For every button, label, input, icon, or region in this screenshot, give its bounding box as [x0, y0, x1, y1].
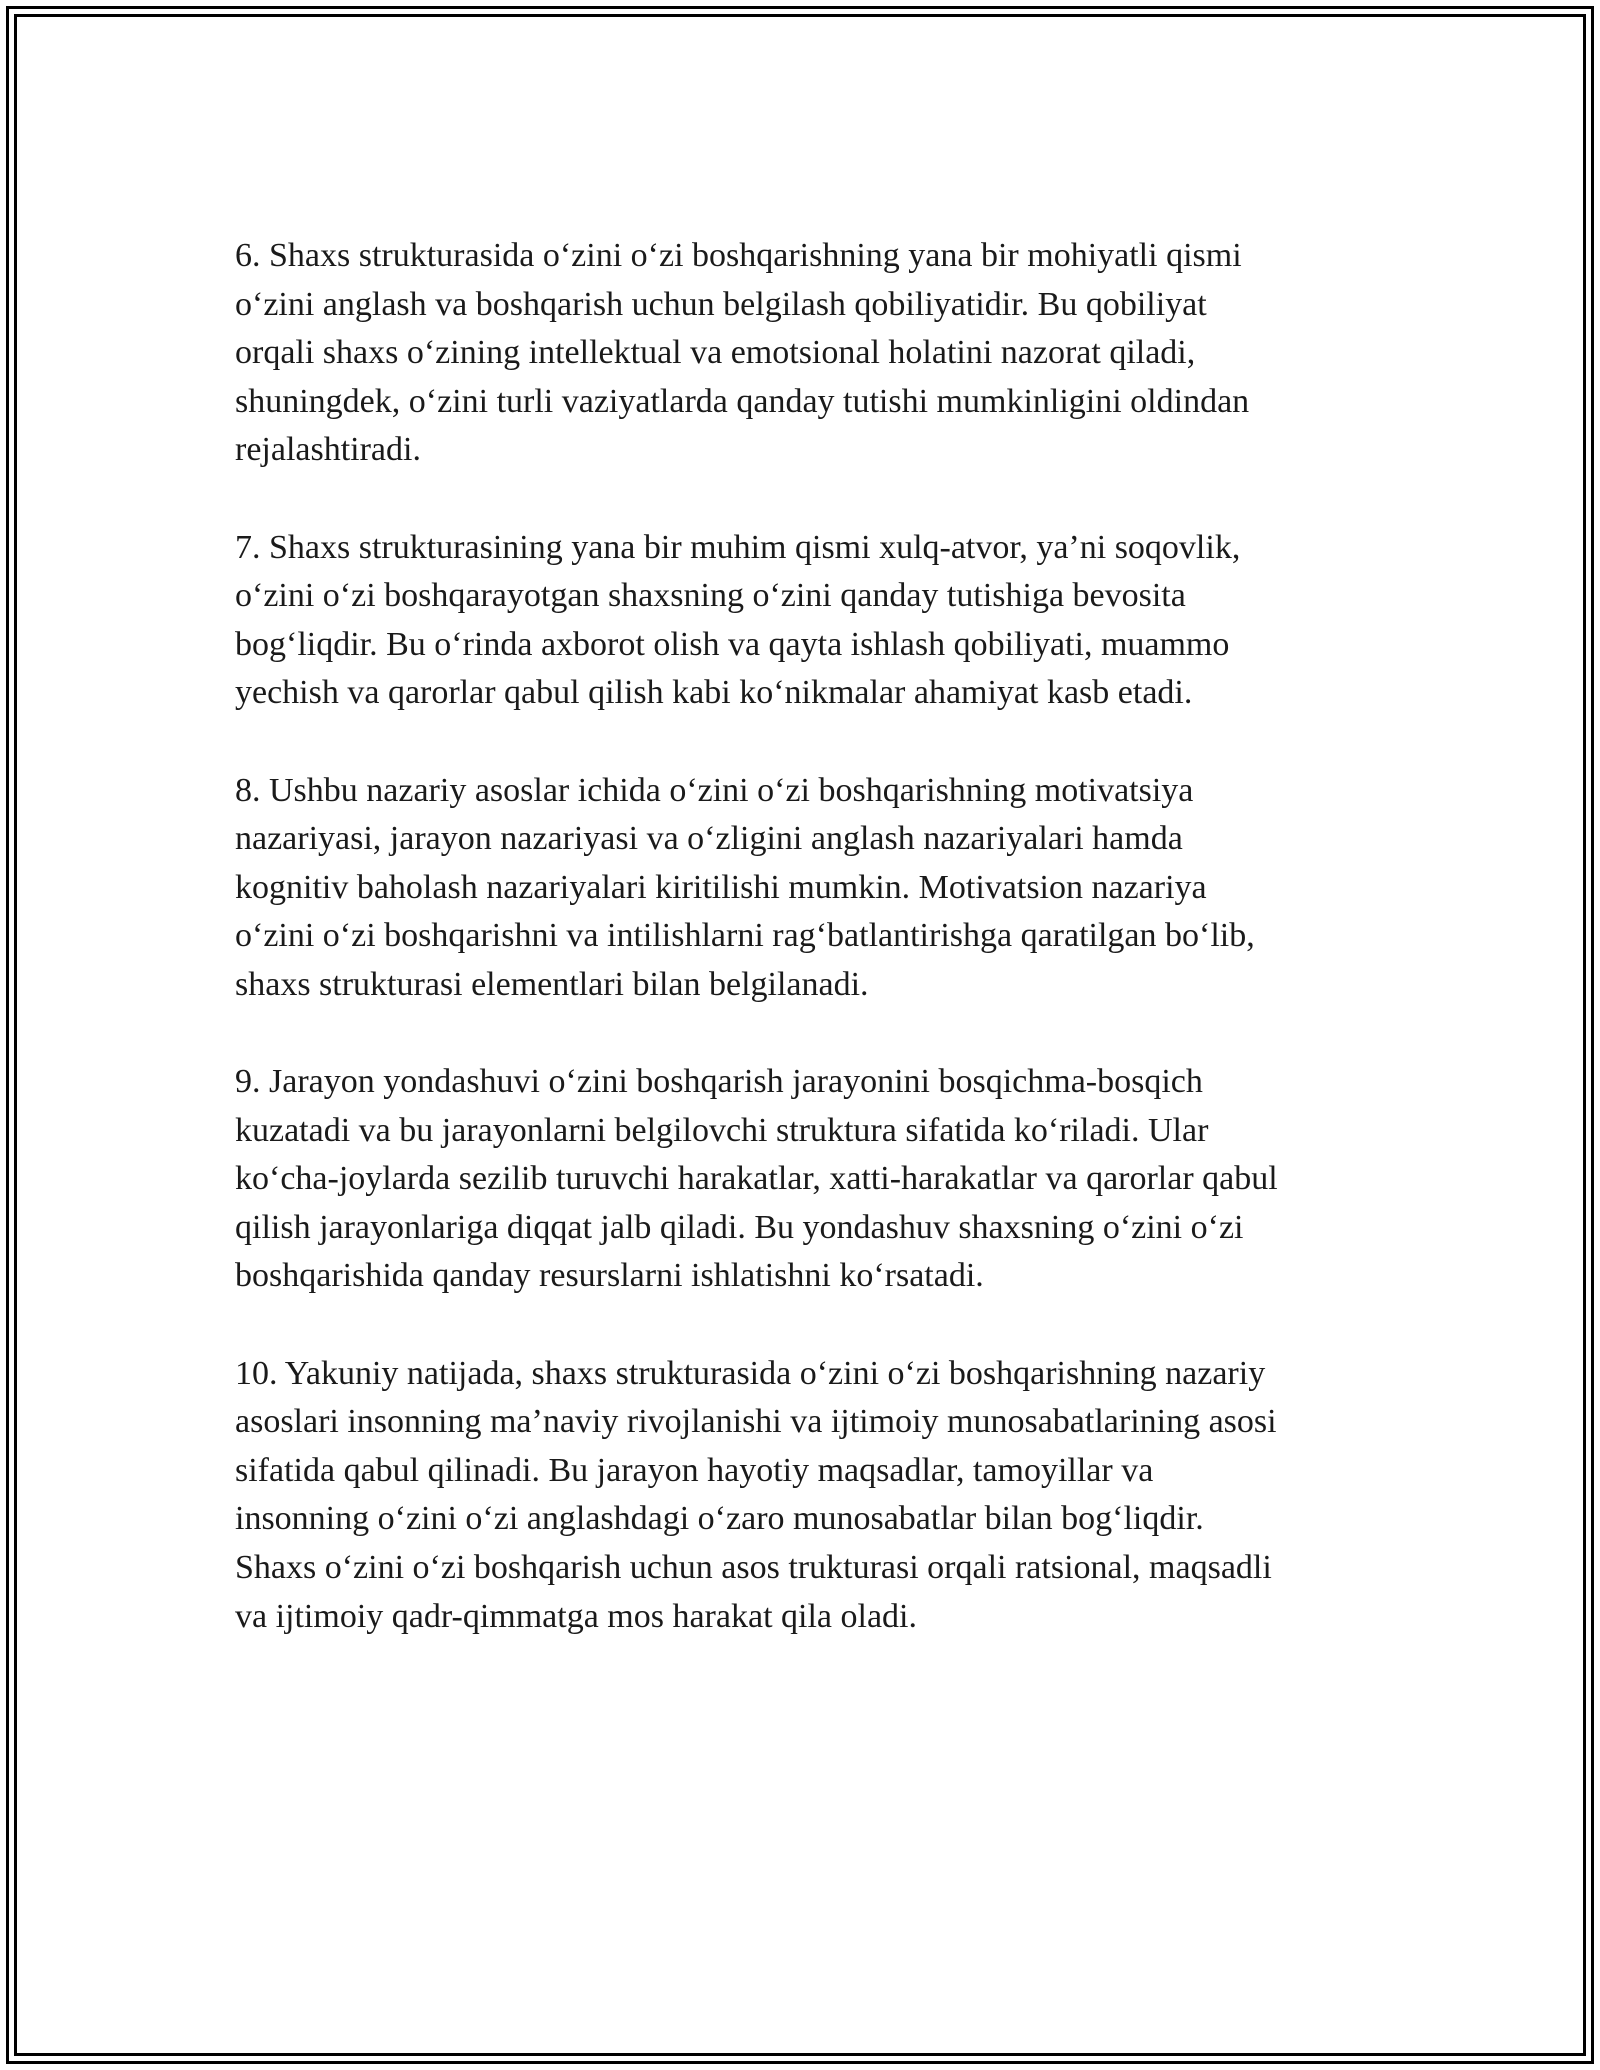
text-line: Shaxs o‘zini o‘zi boshqarish uchun asos trukturasi orqali ratsional, maqsadli: [235, 1549, 1272, 1587]
paragraph-6: [235, 232, 1385, 475]
text-line: 10. Yakuniy natijada, shaxs strukturasida o‘zini o‘zi boshqarishning nazariy: [235, 1354, 1266, 1392]
text-line: shaxs strukturasi elementlari bilan belgilanadi.: [235, 965, 869, 1003]
text-line: sifatida qabul qilinadi. Bu jarayon hayotiy maqsadlar, tamoyillar va: [235, 1451, 1154, 1489]
paragraph-9: [235, 1058, 1385, 1301]
text-line: qilish jarayonlariga diqqat jalb qiladi. Bu yondashuv shaxsning o‘zini o‘zi: [235, 1208, 1244, 1246]
text-line: ko‘cha-joylarda sezilib turuvchi harakatlar, xatti-harakatlar va qarorlar qabul: [235, 1160, 1278, 1198]
text-line: asoslari insonning ma’naviy rivojlanishi va ijtimoiy munosabatlarining asosi: [235, 1403, 1277, 1441]
paragraph-10: [235, 1350, 1385, 1642]
text-line: o‘zini o‘zi boshqarishni va intilishlarni rag‘batlantirishga qaratilgan bo‘lib,: [235, 917, 1255, 955]
text-line: kuzatadi va bu jarayonlarni belgilovchi struktura sifatida ko‘riladi. Ular: [235, 1111, 1209, 1149]
text-line: orqali shaxs o‘zining intellektual va emotsional holatini nazorat qiladi,: [235, 334, 1196, 372]
text-line: kognitiv baholash nazariyalari kiritilishi mumkin. Motivatsion nazariya: [235, 868, 1207, 906]
text-line: 8. Ushbu nazariy asoslar ichida o‘zini o‘zi boshqarishning motivatsiya: [235, 771, 1194, 809]
text-line: nazariyasi, jarayon nazariyasi va o‘zligini anglash nazariyalari hamda: [235, 820, 1183, 858]
text-line: 6. Shaxs strukturasida o‘zini o‘zi boshqarishning yana bir mohiyatli qismi: [235, 237, 1242, 274]
paragraph-7: [235, 524, 1385, 718]
document-body: [235, 232, 1385, 1690]
text-line: yechish va qarorlar qabul qilish kabi ko‘nikmalar ahamiyat kasb etadi.: [235, 674, 1193, 712]
text-line: va ijtimoiy qadr-qimmatga mos harakat qila oladi.: [235, 1597, 917, 1635]
paragraph-8: [235, 767, 1385, 1010]
text-line: rejalashtiradi.: [235, 431, 421, 469]
text-line: insonning o‘zini o‘zi anglashdagi o‘zaro munosabatlar bilan bog‘liqdir.: [235, 1500, 1204, 1538]
text-line: 7. Shaxs strukturasining yana bir muhim qismi xulq-atvor, ya’ni soqovlik,: [235, 528, 1241, 566]
text-line: o‘zini o‘zi boshqarayotgan shaxsning o‘zini qanday tutishiga bevosita: [235, 577, 1186, 615]
text-line: o‘zini anglash va boshqarish uchun belgilash qobiliyatidir. Bu qobiliyat: [235, 285, 1207, 323]
text-line: 9. Jarayon yondashuvi o‘zini boshqarish jarayonini bosqichma-bosqich: [235, 1063, 1203, 1101]
text-line: shuningdek, o‘zini turli vaziyatlarda qanday tutishi mumkinligini oldindan: [235, 382, 1250, 420]
text-line: boshqarishida qanday resurslarni ishlatishni ko‘rsatadi.: [235, 1257, 984, 1295]
text-line: bog‘liqdir. Bu o‘rinda axborot olish va qayta ishlash qobiliyati, muammo: [235, 625, 1230, 663]
